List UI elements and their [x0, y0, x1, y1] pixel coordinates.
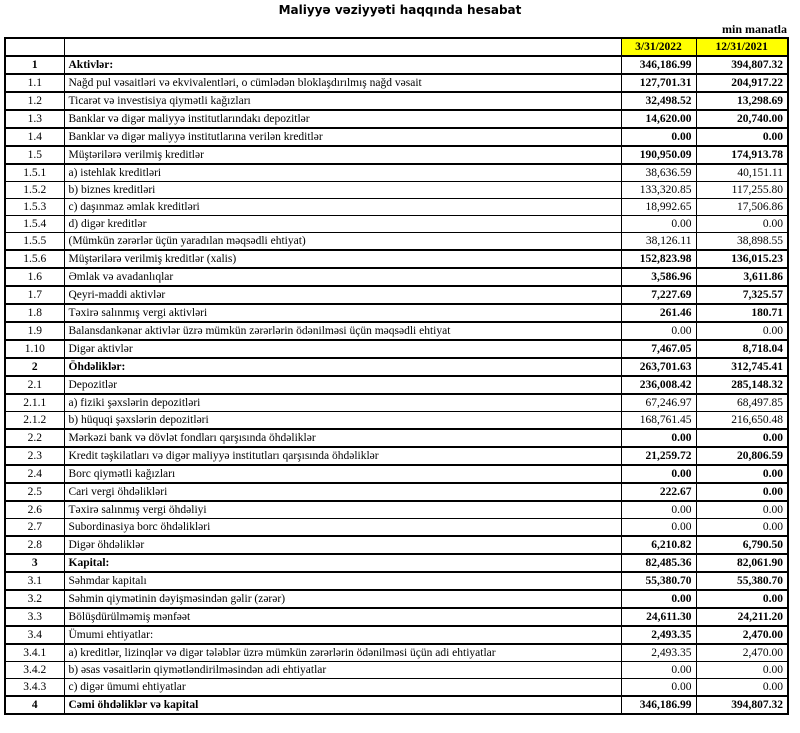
row-number-cell: 3 — [5, 554, 64, 572]
value-2022-cell: 67,246.97 — [621, 394, 696, 412]
row-label-cell: Ticarət və investisiya qiymətli kağızları — [64, 92, 621, 110]
value-2022-cell: 261.46 — [621, 304, 696, 322]
table-row — [5, 696, 788, 714]
value-2021-cell: 174,913.78 — [696, 146, 788, 164]
row-number-cell: 2.8 — [5, 536, 64, 554]
row-number-cell: 4 — [5, 696, 64, 714]
value-2021-cell: 0.00 — [696, 590, 788, 608]
row-label-cell: c) digər ümumi ehtiyatlar — [64, 679, 621, 697]
row-label-cell: Müştərilərə verilmiş kreditlər — [64, 146, 621, 164]
value-2022-cell: 0.00 — [621, 128, 696, 146]
row-label-cell: Əmlak və avadanlıqlar — [64, 268, 621, 286]
value-2021-cell: 285,148.32 — [696, 376, 788, 394]
header-period-prior: 12/31/2021 — [696, 38, 788, 56]
row-label-cell: Nağd pul vəsaitləri və ekvivalentləri, o cümlədən bloklaşdırılmış nağd vəsait — [64, 74, 621, 92]
value-2021-cell: 0.00 — [696, 322, 788, 340]
value-2021-cell: 24,211.20 — [696, 608, 788, 626]
header-number-cell — [5, 38, 64, 56]
value-2022-cell: 0.00 — [621, 322, 696, 340]
row-number-cell: 1.1 — [5, 74, 64, 92]
table-row — [5, 644, 788, 662]
value-2022-cell: 2,493.35 — [621, 644, 696, 662]
table-row — [5, 447, 788, 465]
row-number-cell: 1.3 — [5, 110, 64, 128]
value-2021-cell: 117,255.80 — [696, 182, 788, 199]
value-2022-cell: 3,586.96 — [621, 268, 696, 286]
row-number-cell: 1.7 — [5, 286, 64, 304]
value-2022-cell: 0.00 — [621, 465, 696, 483]
row-label-cell: Digər öhdəliklər — [64, 536, 621, 554]
table-row — [5, 322, 788, 340]
table-row — [5, 679, 788, 697]
value-2022-cell: 7,467.05 — [621, 340, 696, 358]
table-row — [5, 56, 788, 74]
table-row — [5, 286, 788, 304]
table-row — [5, 483, 788, 501]
value-2022-cell: 0.00 — [621, 429, 696, 447]
value-2022-cell: 263,701.63 — [621, 358, 696, 376]
row-number-cell: 2.1.2 — [5, 412, 64, 430]
row-number-cell: 1 — [5, 56, 64, 74]
value-2021-cell: 0.00 — [696, 465, 788, 483]
value-2021-cell: 20,740.00 — [696, 110, 788, 128]
header-label-cell — [64, 38, 621, 56]
table-row — [5, 146, 788, 164]
row-number-cell: 2.1 — [5, 376, 64, 394]
table-row — [5, 394, 788, 412]
financial-statement-table — [4, 37, 789, 715]
row-number-cell: 2.1.1 — [5, 394, 64, 412]
row-label-cell: b) hüquqi şəxslərin depozitləri — [64, 412, 621, 430]
value-2022-cell: 236,008.42 — [621, 376, 696, 394]
table-row — [5, 233, 788, 251]
row-label-cell: (Mümkün zərərlər üçün yaradılan məqsədli ehtiyat) — [64, 233, 621, 251]
table-header — [5, 38, 788, 56]
row-label-cell: a) fiziki şəxslərin depozitləri — [64, 394, 621, 412]
value-2021-cell: 13,298.69 — [696, 92, 788, 110]
table-row — [5, 304, 788, 322]
row-label-cell: Borc qiymətli kağızları — [64, 465, 621, 483]
row-number-cell: 1.10 — [5, 340, 64, 358]
value-2022-cell: 0.00 — [621, 679, 696, 697]
table-row — [5, 429, 788, 447]
value-2021-cell: 180.71 — [696, 304, 788, 322]
row-number-cell: 1.8 — [5, 304, 64, 322]
row-label-cell: Təxirə salınmış vergi aktivləri — [64, 304, 621, 322]
value-2022-cell: 346,186.99 — [621, 56, 696, 74]
row-label-cell: Təxirə salınmış vergi öhdəliyi — [64, 501, 621, 519]
table-row — [5, 250, 788, 268]
row-label-cell: Kapital: — [64, 554, 621, 572]
value-2022-cell: 0.00 — [621, 590, 696, 608]
table-row — [5, 626, 788, 644]
value-2021-cell: 0.00 — [696, 679, 788, 697]
table-row — [5, 164, 788, 182]
table-row — [5, 536, 788, 554]
row-label-cell: Bölüşdürülməmiş mənfəət — [64, 608, 621, 626]
table-row — [5, 182, 788, 199]
row-number-cell: 1.5 — [5, 146, 64, 164]
value-2021-cell: 40,151.11 — [696, 164, 788, 182]
row-number-cell: 2.5 — [5, 483, 64, 501]
value-2021-cell: 136,015.23 — [696, 250, 788, 268]
value-2021-cell: 0.00 — [696, 519, 788, 537]
value-2021-cell: 38,898.55 — [696, 233, 788, 251]
table-row — [5, 358, 788, 376]
row-number-cell: 1.5.6 — [5, 250, 64, 268]
row-number-cell: 3.4.1 — [5, 644, 64, 662]
row-label-cell: Səhmin qiymətinin dəyişməsindən gəlir (zərər) — [64, 590, 621, 608]
value-2021-cell: 82,061.90 — [696, 554, 788, 572]
row-number-cell: 1.5.1 — [5, 164, 64, 182]
row-number-cell: 1.6 — [5, 268, 64, 286]
value-2022-cell: 152,823.98 — [621, 250, 696, 268]
value-2021-cell: 394,807.32 — [696, 56, 788, 74]
row-number-cell: 1.5.5 — [5, 233, 64, 251]
value-2022-cell: 24,611.30 — [621, 608, 696, 626]
row-label-cell: Banklar və digər maliyyə institutlarına verilən kreditlər — [64, 128, 621, 146]
row-number-cell: 3.2 — [5, 590, 64, 608]
row-label-cell: Öhdəliklər: — [64, 358, 621, 376]
row-label-cell: Banklar və digər maliyyə institutlarındakı depozitlər — [64, 110, 621, 128]
value-2022-cell: 127,701.31 — [621, 74, 696, 92]
value-2021-cell: 6,790.50 — [696, 536, 788, 554]
value-2021-cell: 0.00 — [696, 429, 788, 447]
row-label-cell: a) istehlak kreditləri — [64, 164, 621, 182]
value-2021-cell: 0.00 — [696, 483, 788, 501]
table-row — [5, 74, 788, 92]
value-2022-cell: 38,126.11 — [621, 233, 696, 251]
row-number-cell: 3.4 — [5, 626, 64, 644]
value-2022-cell: 168,761.45 — [621, 412, 696, 430]
value-2021-cell: 0.00 — [696, 216, 788, 233]
table-row — [5, 608, 788, 626]
value-2021-cell: 2,470.00 — [696, 644, 788, 662]
row-number-cell: 2.2 — [5, 429, 64, 447]
value-2021-cell: 0.00 — [696, 128, 788, 146]
row-label-cell: Cəmi öhdəliklər və kapital — [64, 696, 621, 714]
row-label-cell: Kredit təşkilatları və digər maliyyə institutları qarşısında öhdəliklər — [64, 447, 621, 465]
row-label-cell: Səhmdar kapitalı — [64, 572, 621, 590]
row-label-cell: Ümumi ehtiyatlar: — [64, 626, 621, 644]
report-table-body — [5, 56, 788, 714]
table-row — [5, 590, 788, 608]
value-2021-cell: 17,506.86 — [696, 199, 788, 216]
row-label-cell: c) daşınmaz əmlak kreditləri — [64, 199, 621, 216]
value-2022-cell: 222.67 — [621, 483, 696, 501]
row-number-cell: 1.9 — [5, 322, 64, 340]
row-number-cell: 2 — [5, 358, 64, 376]
row-label-cell: Aktivlər: — [64, 56, 621, 74]
table-row — [5, 572, 788, 590]
row-label-cell: Digər aktivlər — [64, 340, 621, 358]
value-2021-cell: 0.00 — [696, 662, 788, 679]
table-row — [5, 268, 788, 286]
table-row — [5, 662, 788, 679]
row-number-cell: 1.5.2 — [5, 182, 64, 199]
row-number-cell: 3.3 — [5, 608, 64, 626]
table-row — [5, 554, 788, 572]
header-row — [5, 38, 788, 56]
row-number-cell: 3.4.3 — [5, 679, 64, 697]
row-number-cell: 1.2 — [5, 92, 64, 110]
row-number-cell: 3.1 — [5, 572, 64, 590]
value-2022-cell: 55,380.70 — [621, 572, 696, 590]
row-number-cell: 1.4 — [5, 128, 64, 146]
unit-note: min manatla — [721, 22, 787, 36]
table-row — [5, 92, 788, 110]
row-label-cell: b) biznes kreditləri — [64, 182, 621, 199]
value-2021-cell: 20,806.59 — [696, 447, 788, 465]
row-number-cell: 2.7 — [5, 519, 64, 537]
value-2022-cell: 0.00 — [621, 519, 696, 537]
value-2021-cell: 3,611.86 — [696, 268, 788, 286]
row-number-cell: 2.3 — [5, 447, 64, 465]
value-2021-cell: 0.00 — [696, 501, 788, 519]
value-2022-cell: 6,210.82 — [621, 536, 696, 554]
value-2022-cell: 0.00 — [621, 216, 696, 233]
row-label-cell: Balansdankənar aktivlər üzrə mümkün zərərlərin ödənilməsi üçün məqsədli ehtiyat — [64, 322, 621, 340]
value-2022-cell: 82,485.36 — [621, 554, 696, 572]
table-row — [5, 128, 788, 146]
table-row — [5, 412, 788, 430]
value-2022-cell: 14,620.00 — [621, 110, 696, 128]
table-row — [5, 465, 788, 483]
value-2021-cell: 8,718.04 — [696, 340, 788, 358]
row-number-cell: 1.5.4 — [5, 216, 64, 233]
row-label-cell: b) əsas vəsaitlərin qiymətləndirilməsindən adi ehtiyatlar — [64, 662, 621, 679]
value-2022-cell: 18,992.65 — [621, 199, 696, 216]
value-2021-cell: 2,470.00 — [696, 626, 788, 644]
table-row — [5, 216, 788, 233]
row-label-cell: Depozitlər — [64, 376, 621, 394]
table-row — [5, 110, 788, 128]
table-row — [5, 199, 788, 216]
row-number-cell: 2.4 — [5, 465, 64, 483]
table-row — [5, 340, 788, 358]
row-label-cell: Müştərilərə verilmiş kreditlər (xalis) — [64, 250, 621, 268]
value-2021-cell: 216,650.48 — [696, 412, 788, 430]
header-period-current: 3/31/2022 — [621, 38, 696, 56]
value-2022-cell: 346,186.99 — [621, 696, 696, 714]
value-2022-cell: 21,259.72 — [621, 447, 696, 465]
page-title: Maliyyə vəziyyəti haqqında hesabat — [278, 3, 522, 17]
value-2022-cell: 190,950.09 — [621, 146, 696, 164]
value-2021-cell: 7,325.57 — [696, 286, 788, 304]
row-number-cell: 1.5.3 — [5, 199, 64, 216]
row-label-cell: Subordinasiya borc öhdəlikləri — [64, 519, 621, 537]
row-number-cell: 3.4.2 — [5, 662, 64, 679]
row-label-cell: Cari vergi öhdəlikləri — [64, 483, 621, 501]
value-2022-cell: 0.00 — [621, 501, 696, 519]
value-2022-cell: 2,493.35 — [621, 626, 696, 644]
value-2022-cell: 0.00 — [621, 662, 696, 679]
value-2022-cell: 38,636.59 — [621, 164, 696, 182]
table-row — [5, 519, 788, 537]
value-2022-cell: 32,498.52 — [621, 92, 696, 110]
row-number-cell: 2.6 — [5, 501, 64, 519]
value-2021-cell: 68,497.85 — [696, 394, 788, 412]
value-2021-cell: 55,380.70 — [696, 572, 788, 590]
value-2022-cell: 133,320.85 — [621, 182, 696, 199]
value-2021-cell: 394,807.32 — [696, 696, 788, 714]
row-label-cell: a) kreditlər, lizinqlər və digər tələblər üzrə mümkün zərərlərin ödənilməsi üçün adi ehtiyatlar — [64, 644, 621, 662]
row-label-cell: Mərkəzi bank və dövlət fondları qarşısında öhdəliklər — [64, 429, 621, 447]
table-row — [5, 376, 788, 394]
row-label-cell: d) digər kreditlər — [64, 216, 621, 233]
row-label-cell: Qeyri-maddi aktivlər — [64, 286, 621, 304]
value-2022-cell: 7,227.69 — [621, 286, 696, 304]
value-2021-cell: 312,745.41 — [696, 358, 788, 376]
value-2021-cell: 204,917.22 — [696, 74, 788, 92]
table-row — [5, 501, 788, 519]
